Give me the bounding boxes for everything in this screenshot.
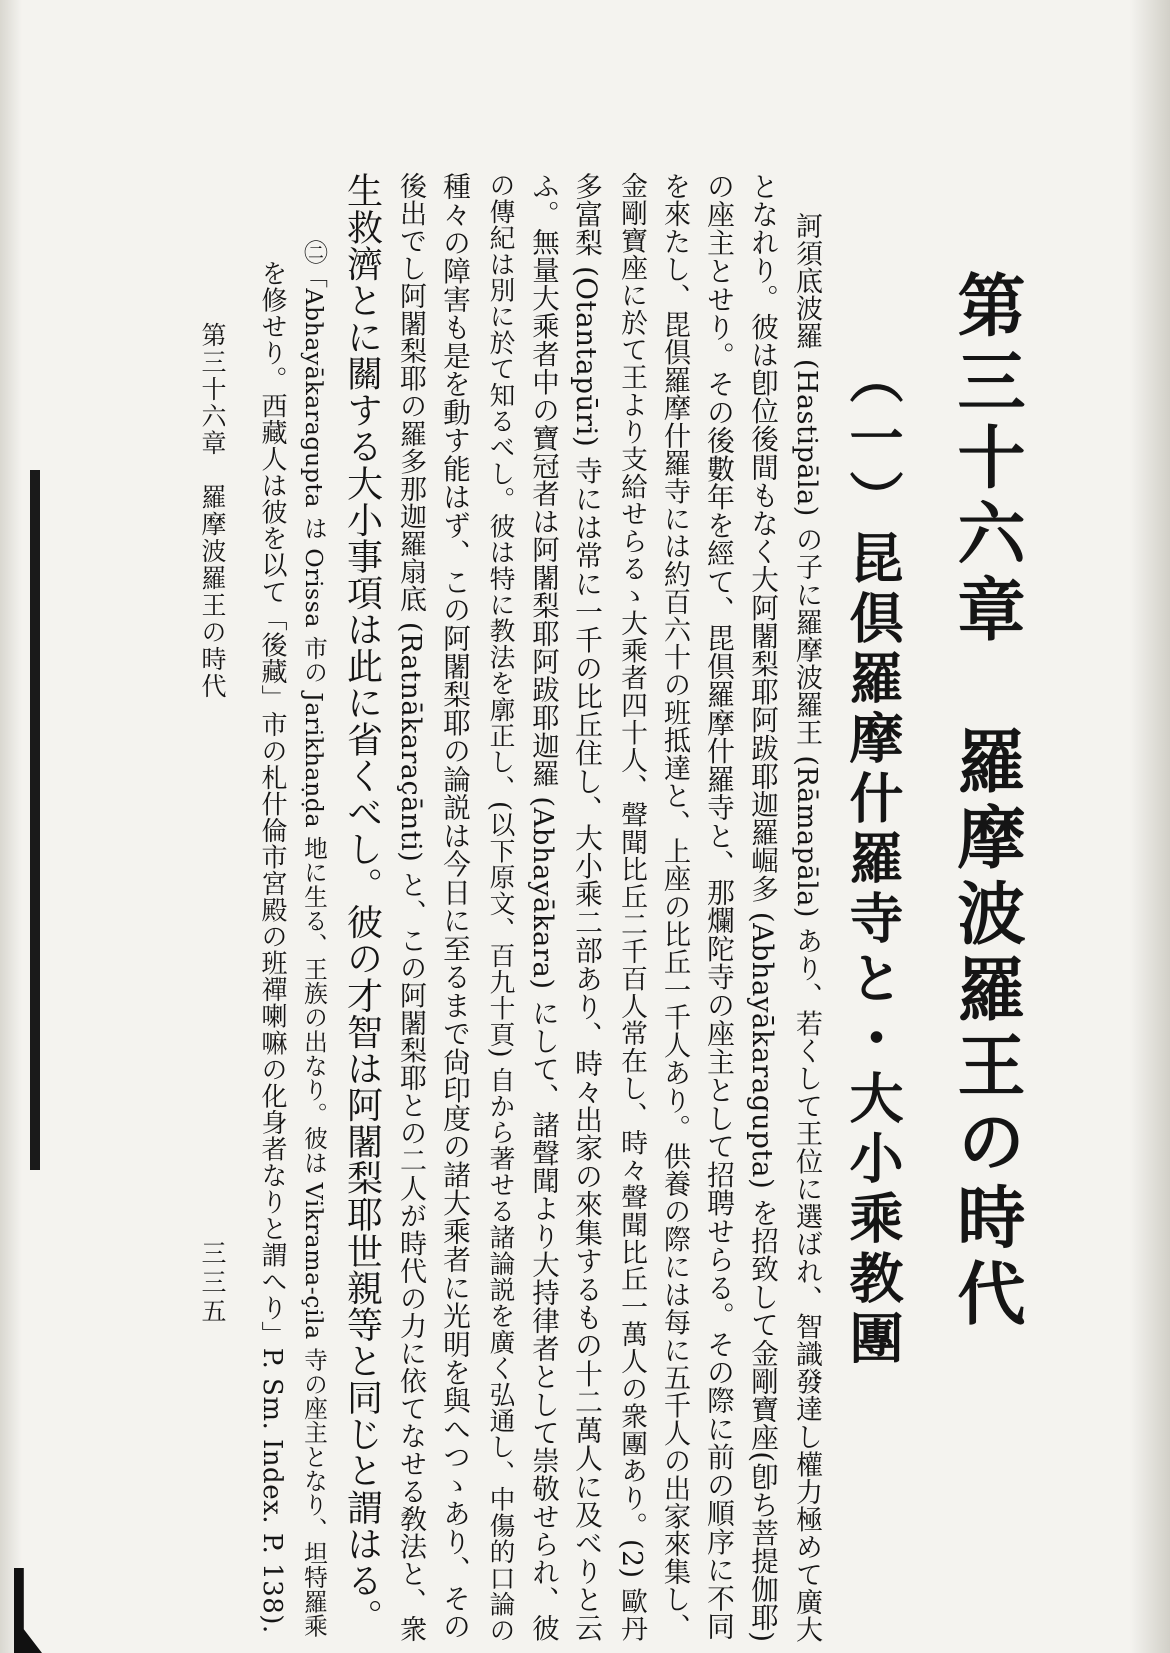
scan-right-edge	[1130, 0, 1170, 1653]
body-line: の座主とせり。その後數年を經て、毘倶羅摩什羅寺と、那爛陀寺の座主として招聘せらる。その際に前の順序に不同	[702, 172, 735, 1641]
body-line: 金剛寶座に於て王より支給せらるゝ大乘者四十人、聲聞比丘二千百人常在し、時々聲聞比丘一萬人の衆團あり。(2) 歐丹	[616, 172, 647, 1643]
body-line: 訶須底波羅 (Hastipāla) の子に羅摩波羅王 (Rāmapāla) あり、若くして王位に選ばれ、智識發達し權力極めて廣大	[791, 212, 822, 1644]
body-line: ふ。無量大乘者中の寶冠者は阿闍梨耶阿跋耶迦羅 (Abhayākara) にして、諸聲聞より大持律者として崇敬せられ、彼	[527, 172, 558, 1642]
page-number: 三三五	[198, 1240, 227, 1327]
footnote-line: を修せり。西藏人は彼を以て「後藏」市の札什倫市宮殿の班禪喇嘛の化身者なりと謂へり」P. Sm. Index. P. 138).	[257, 260, 287, 1634]
footnote-line: ㊁「Abhayākaragupta は Orissa 市の Jarikhaṇḍa 地に生る、王族の出なり。彼は Vikrama-çila 寺の座主となり、坦特羅乘	[300, 240, 328, 1638]
body-line: を來たし、毘倶羅摩什羅寺には約百六十の班抵達と、上座の比丘一千人あり。供養の際には每に五千人の出家來集し、	[659, 172, 690, 1641]
chapter-title: 第三十六章 羅摩波羅王の時代	[946, 270, 1026, 1334]
body-line: の傳紀は別に於て知るべし。彼は特に教法を廓正し、(以下原文、百九十頁) 自から著せる諸論説を廣く弘通し、中傷的口論の	[485, 172, 515, 1644]
body-line: 多富梨 (Otantapūri) 寺には常に一千の比丘住し、大小乘二部あり、時々出家の來集するもの十二萬人に及べりと云	[570, 172, 603, 1642]
body-line: となれり。彼は卽位後間もなく大阿闍梨耶阿跋耶迦羅崛多 (Abhayākaragupta) を招致して金剛寶座(卽ち菩提伽耶)	[746, 172, 779, 1643]
body-line: 後出でし阿闍梨耶の羅多那迦羅扇底 (Ratnākaraçānti) と、この阿闍梨耶との二人が時代の力に依てなせる敎法と、衆	[395, 172, 426, 1643]
corner-scan-mark	[14, 1568, 42, 1653]
running-head: 第三十六章 羅摩波羅王の時代	[198, 322, 227, 700]
binding-shadow-mark	[30, 470, 40, 1170]
body-line: 生救濟とに關する大小事項は此に省くべし。彼の才智は阿闍梨耶世親等と同じと謂はる。	[341, 172, 383, 1635]
scan-left-edge	[0, 0, 22, 1653]
body-line: 種々の障害も是を動す能はず、この阿闍梨耶の論説は今日に至るまで尙印度の諸大乘者に光明を與へつゝあり、その	[438, 172, 471, 1641]
section-title: （一）昆倶羅摩什羅寺と・大小乘教團	[841, 350, 905, 1370]
